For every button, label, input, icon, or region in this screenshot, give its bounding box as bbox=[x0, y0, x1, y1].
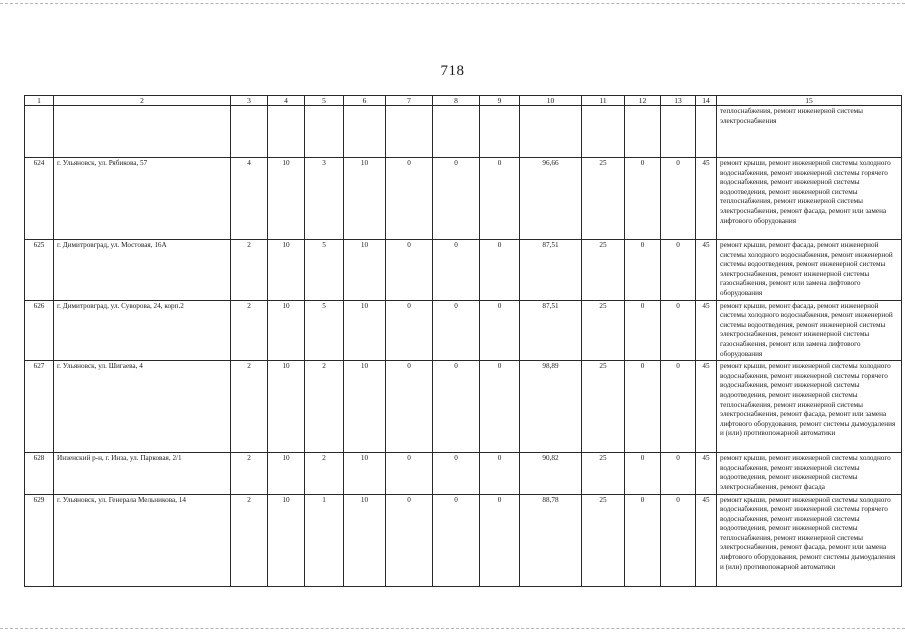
value-cell: 0 bbox=[433, 494, 480, 586]
value-cell: 0 bbox=[386, 361, 433, 453]
works-cell: ремонт крыши, ремонт инженерной системы холодного водоснабжения, ремонт инженерной системы горячего водоснабжения, ремонт инженерной системы водоотведения, ремонт инженерной системы теплоснабжения, ремонт инженерной системы электроснабжения, ремонт фасада, ремонт или замена лифтового оборудования bbox=[717, 158, 902, 240]
value-cell: 10 bbox=[268, 361, 305, 453]
value-cell: 0 bbox=[386, 494, 433, 586]
value-cell: 3 bbox=[305, 158, 344, 240]
value-cell: 0 bbox=[480, 453, 520, 494]
value-cell: 2 bbox=[305, 361, 344, 453]
value-cell: 10 bbox=[344, 494, 386, 586]
works-cell: ремонт крыши, ремонт инженерной системы холодного водоснабжения, ремонт инженерной системы горячего водоснабжения, ремонт инженерной системы водоотведения, ремонт инженерной системы теплоснабжения, ремонт инженерной системы электроснабжения, ремонт фасада, ремонт или замена лифтового оборудования, ремонт системы дымоудаления и (или) противопожарной автоматики bbox=[717, 361, 902, 453]
value-cell: 0 bbox=[625, 361, 661, 453]
column-header: 15 bbox=[717, 96, 902, 106]
value-cell: 0 bbox=[661, 158, 696, 240]
column-header: 7 bbox=[386, 96, 433, 106]
value-cell: 0 bbox=[480, 158, 520, 240]
column-header: 9 bbox=[480, 96, 520, 106]
value-cell: 88,78 bbox=[520, 494, 582, 586]
value-cell: 0 bbox=[661, 240, 696, 301]
value-cell: 2 bbox=[231, 453, 268, 494]
table-row bbox=[25, 106, 902, 158]
value-cell: 96,66 bbox=[520, 158, 582, 240]
value-cell: 10 bbox=[268, 300, 305, 361]
value-cell: 10 bbox=[268, 158, 305, 240]
table-row bbox=[25, 240, 902, 301]
row-number bbox=[25, 106, 54, 158]
value-cell: 25 bbox=[582, 494, 625, 586]
value-cell bbox=[344, 106, 386, 158]
value-cell: 25 bbox=[582, 300, 625, 361]
row-number: 624 bbox=[25, 158, 54, 240]
row-number: 625 bbox=[25, 240, 54, 301]
value-cell: 0 bbox=[625, 494, 661, 586]
value-cell: 45 bbox=[696, 453, 717, 494]
value-cell bbox=[305, 106, 344, 158]
value-cell: 0 bbox=[480, 494, 520, 586]
value-cell: 0 bbox=[386, 158, 433, 240]
page-number: 718 bbox=[440, 63, 465, 79]
repair-program-table bbox=[24, 95, 902, 587]
value-cell bbox=[268, 106, 305, 158]
value-cell bbox=[231, 106, 268, 158]
value-cell: 10 bbox=[344, 361, 386, 453]
value-cell: 0 bbox=[480, 361, 520, 453]
column-header: 11 bbox=[582, 96, 625, 106]
table-row bbox=[25, 453, 902, 494]
column-header: 4 bbox=[268, 96, 305, 106]
column-header: 12 bbox=[625, 96, 661, 106]
value-cell: 0 bbox=[661, 494, 696, 586]
column-header: 14 bbox=[696, 96, 717, 106]
value-cell: 10 bbox=[344, 158, 386, 240]
table-row bbox=[25, 158, 902, 240]
value-cell bbox=[386, 106, 433, 158]
address-cell: Инзенский р-н, г. Инза, ул. Парковая, 2/1 bbox=[54, 453, 231, 494]
column-header: 6 bbox=[344, 96, 386, 106]
value-cell: 98,89 bbox=[520, 361, 582, 453]
value-cell: 0 bbox=[661, 300, 696, 361]
row-number: 629 bbox=[25, 494, 54, 586]
value-cell: 2 bbox=[305, 453, 344, 494]
value-cell: 45 bbox=[696, 361, 717, 453]
value-cell bbox=[582, 106, 625, 158]
value-cell bbox=[625, 106, 661, 158]
value-cell: 0 bbox=[433, 453, 480, 494]
works-cell: ремонт крыши, ремонт инженерной системы холодного водоснабжения, ремонт инженерной системы горячего водоснабжения, ремонт инженерной системы водоотведения, ремонт инженерной системы теплоснабжения, ремонт инженерной системы электроснабжения, ремонт фасада, ремонт или замена лифтового оборудования, ремонт системы дымоудаления и (или) противопожарной автоматики bbox=[717, 494, 902, 586]
value-cell: 0 bbox=[661, 361, 696, 453]
value-cell: 45 bbox=[696, 158, 717, 240]
value-cell: 2 bbox=[231, 361, 268, 453]
table-row bbox=[25, 300, 902, 361]
works-cell: ремонт крыши, ремонт фасада, ремонт инженерной системы холодного водоснабжения, ремонт инженерной системы водоотведения, ремонт инженерной системы электроснабжения, ремонт инженерной системы газоснабжения, ремонт или замена лифтового оборудования bbox=[717, 240, 902, 301]
row-number: 626 bbox=[25, 300, 54, 361]
value-cell: 1 bbox=[305, 494, 344, 586]
value-cell: 25 bbox=[582, 453, 625, 494]
address-cell: г. Ульяновск, ул. Генерала Мельникова, 14 bbox=[54, 494, 231, 586]
value-cell: 10 bbox=[344, 453, 386, 494]
value-cell: 25 bbox=[582, 240, 625, 301]
column-header: 5 bbox=[305, 96, 344, 106]
column-header: 13 bbox=[661, 96, 696, 106]
address-cell: г. Димитровград, ул. Суворова, 24, корп.2 bbox=[54, 300, 231, 361]
value-cell: 5 bbox=[305, 240, 344, 301]
value-cell: 0 bbox=[386, 300, 433, 361]
value-cell bbox=[696, 106, 717, 158]
column-header: 3 bbox=[231, 96, 268, 106]
row-number: 628 bbox=[25, 453, 54, 494]
value-cell: 0 bbox=[433, 300, 480, 361]
value-cell bbox=[520, 106, 582, 158]
value-cell: 25 bbox=[582, 361, 625, 453]
value-cell: 0 bbox=[661, 453, 696, 494]
value-cell bbox=[480, 106, 520, 158]
value-cell: 0 bbox=[625, 240, 661, 301]
value-cell: 87,51 bbox=[520, 300, 582, 361]
value-cell: 0 bbox=[386, 240, 433, 301]
value-cell: 2 bbox=[231, 494, 268, 586]
value-cell: 10 bbox=[268, 494, 305, 586]
value-cell: 90,82 bbox=[520, 453, 582, 494]
column-header: 2 bbox=[54, 96, 231, 106]
value-cell: 0 bbox=[433, 240, 480, 301]
column-header: 10 bbox=[520, 96, 582, 106]
value-cell bbox=[661, 106, 696, 158]
column-header: 1 bbox=[25, 96, 54, 106]
value-cell: 0 bbox=[625, 158, 661, 240]
works-cell: теплоснабжения, ремонт инженерной системы электроснабжения bbox=[717, 106, 902, 158]
address-cell: г. Ульяновск, ул. Шигаева, 4 bbox=[54, 361, 231, 453]
value-cell: 45 bbox=[696, 240, 717, 301]
column-header: 8 bbox=[433, 96, 480, 106]
value-cell: 0 bbox=[480, 300, 520, 361]
value-cell: 25 bbox=[582, 158, 625, 240]
scan-top-edge bbox=[0, 3, 905, 5]
table-row bbox=[25, 361, 902, 453]
value-cell: 4 bbox=[231, 158, 268, 240]
address-cell bbox=[54, 106, 231, 158]
value-cell: 87,51 bbox=[520, 240, 582, 301]
table-row bbox=[25, 494, 902, 586]
value-cell: 45 bbox=[696, 494, 717, 586]
value-cell: 0 bbox=[433, 158, 480, 240]
address-cell: г. Ульяновск, ул. Рябикова, 57 bbox=[54, 158, 231, 240]
value-cell: 10 bbox=[344, 240, 386, 301]
value-cell: 0 bbox=[433, 361, 480, 453]
column-number-row bbox=[25, 96, 902, 106]
value-cell: 2 bbox=[231, 240, 268, 301]
address-cell: г. Димитровград, ул. Мостовая, 16А bbox=[54, 240, 231, 301]
value-cell: 2 bbox=[231, 300, 268, 361]
value-cell: 10 bbox=[268, 453, 305, 494]
value-cell: 0 bbox=[386, 453, 433, 494]
works-cell: ремонт крыши, ремонт инженерной системы холодного водоснабжения, ремонт инженерной системы водоотведения, ремонт инженерной системы электроснабжения, ремонт фасада bbox=[717, 453, 902, 494]
value-cell: 10 bbox=[268, 240, 305, 301]
value-cell: 5 bbox=[305, 300, 344, 361]
value-cell: 45 bbox=[696, 300, 717, 361]
value-cell: 10 bbox=[344, 300, 386, 361]
scan-bottom-edge bbox=[0, 628, 905, 630]
value-cell: 0 bbox=[625, 453, 661, 494]
value-cell: 0 bbox=[625, 300, 661, 361]
works-cell: ремонт крыши, ремонт фасада, ремонт инженерной системы холодного водоснабжения, ремонт инженерной системы водоотведения, ремонт инженерной системы электроснабжения, ремонт инженерной системы газоснабжения, ремонт или замена лифтового оборудования bbox=[717, 300, 902, 361]
value-cell bbox=[433, 106, 480, 158]
row-number: 627 bbox=[25, 361, 54, 453]
value-cell: 0 bbox=[480, 240, 520, 301]
